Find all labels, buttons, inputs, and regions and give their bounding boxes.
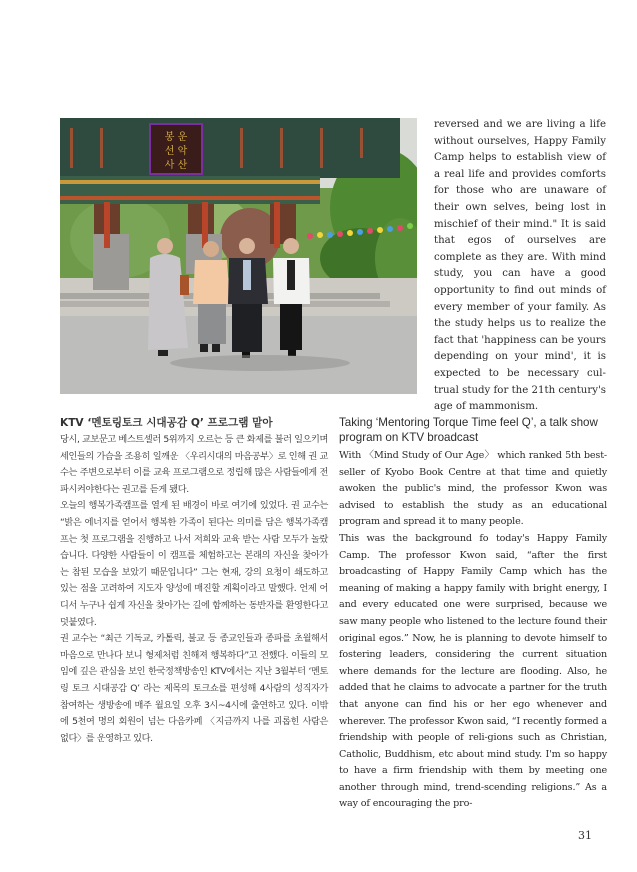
english-paragraph: This was the background fo today's Happy Family Camp. The professor Kwon said, “after the first broadcasting of Happy Family Camp which has the meaning of making a happy family with bright energy, I and every educated one were surprised, because we saw many people who listened to the lecture found their original egos.” Now, he is planning to devote himself to fostering leaders, considering the current situation where demands for the lecture are flooding. Also, he added that he claims to advocate a partner for the truth that anyone can find his or her ego whenever and wherever. The professor Kwon said, “I recently formed a friendship with people of reli-gions such as Christian, Catholic, Buddhism, etc about mind study. I'm so happy to have a firm friendship with them by meeting one another through mind, trend-scending religions.” As a way of encouraging the pro- xyxy=(339,532,607,810)
korean-article-column xyxy=(60,415,328,747)
english-article-column xyxy=(339,415,607,813)
korean-paragraph: 권 교수는 “최근 기독교, 카톨릭, 불교 등 종교인들과 종파를 초월해서 마음으로 만나다 보니 형제처럼 친해져 행복하다”고 전했다. 이들의 모임에 깊은 관심을 보인 한국정책방송인 KTV에서는 지난 3월부터 ‘멘토링 토크 시대공감 Q’ 라는 제목의 토크쇼를 편성해 4사람의 성직자가 참여하는 생방송에 매주 월요일 오후 3시~4시에 출연하고 있다. 이밖에 5천여 명의 회원이 넘는 다음카페 〈지금까지 나를 괴롭힌 사람은 없다〉를 운영하고 있다. xyxy=(60,633,328,744)
english-paragraph: With 〈Mind Study of Our Age〉 which ranked 5th best-seller of Kyobo Book Centre at that time and quietly awoken the public's mind, the professor Kwon was advised to establish the study as an educational program and spread it to many people. xyxy=(339,450,607,528)
photo-illustration xyxy=(60,118,417,394)
page-number: 31 xyxy=(578,829,592,842)
english-section-heading: Taking ‘Mentoring Torque Time feel Q’, a talk show program on KTV broadcast xyxy=(339,416,598,444)
temple-gate-photo xyxy=(60,118,417,394)
korean-section-heading: KTV ‘멘토링토크 시대공감 Q’ 프로그램 맡아 xyxy=(60,417,273,429)
continued-paragraph: reversed and we are living a life without ourselves, Happy Family Camp helps to establish view of a real life and provides comforts for those who are unaware of their own selves, being lost in mischief of their mind." It is said that egos of ourselves are complete as they are. With mind study, you can have a good opportunity to find out minds of every member of your family. As the study helps us to realize the fact that 'happiness can be yours depending on your mind', it is expected to be necessary cul-trual study for the 21th century's age of mammonism. xyxy=(434,119,606,413)
sign-line-3: 사 산 xyxy=(164,160,188,171)
korean-paragraph: 오늘의 행복가족캠프를 열게 된 배경이 바로 여기에 있었다. 권 교수는 “밝은 에너지를 얻어서 행복한 가족이 된다는 의미를 담은 행복가족캠프는 첫 프로그램을 진행하고 나서 저희와 교육 받는 사람 모두가 놀랐습니다. 다양한 사람들이 이 캠프를 체험하고는 본래의 자신을 찾아가는 참된 모습을 보았기 때문입니다” 그는 현재, 강의 요청이 쇄도하고 있는 점을 고려하여 지도자 양성에 매진할 계획이라고 말했다. 언제 어디서 누구나 쉽게 자신을 찾아가는 길에 함께하는 동반자를 환영한다고 덧붙였다. xyxy=(60,500,328,628)
sign-line-2: 선 악 xyxy=(164,146,188,157)
english-body xyxy=(339,448,607,813)
korean-body xyxy=(60,432,328,747)
sign-line-1: 봉 운 xyxy=(164,132,188,143)
korean-paragraph: 당시, 교보문고 베스트셀러 5위까지 오르는 등 큰 화제를 불러 일으키며 세인들의 가슴을 조용히 일깨운 〈우리시대의 마음공부〉로 인해 권 교수는 주변으로부터 이를 교육 프로그램으로 정립해 많은 사람들에게 전파시켜야한다는 권고를 듣게 됐다. xyxy=(60,434,328,495)
